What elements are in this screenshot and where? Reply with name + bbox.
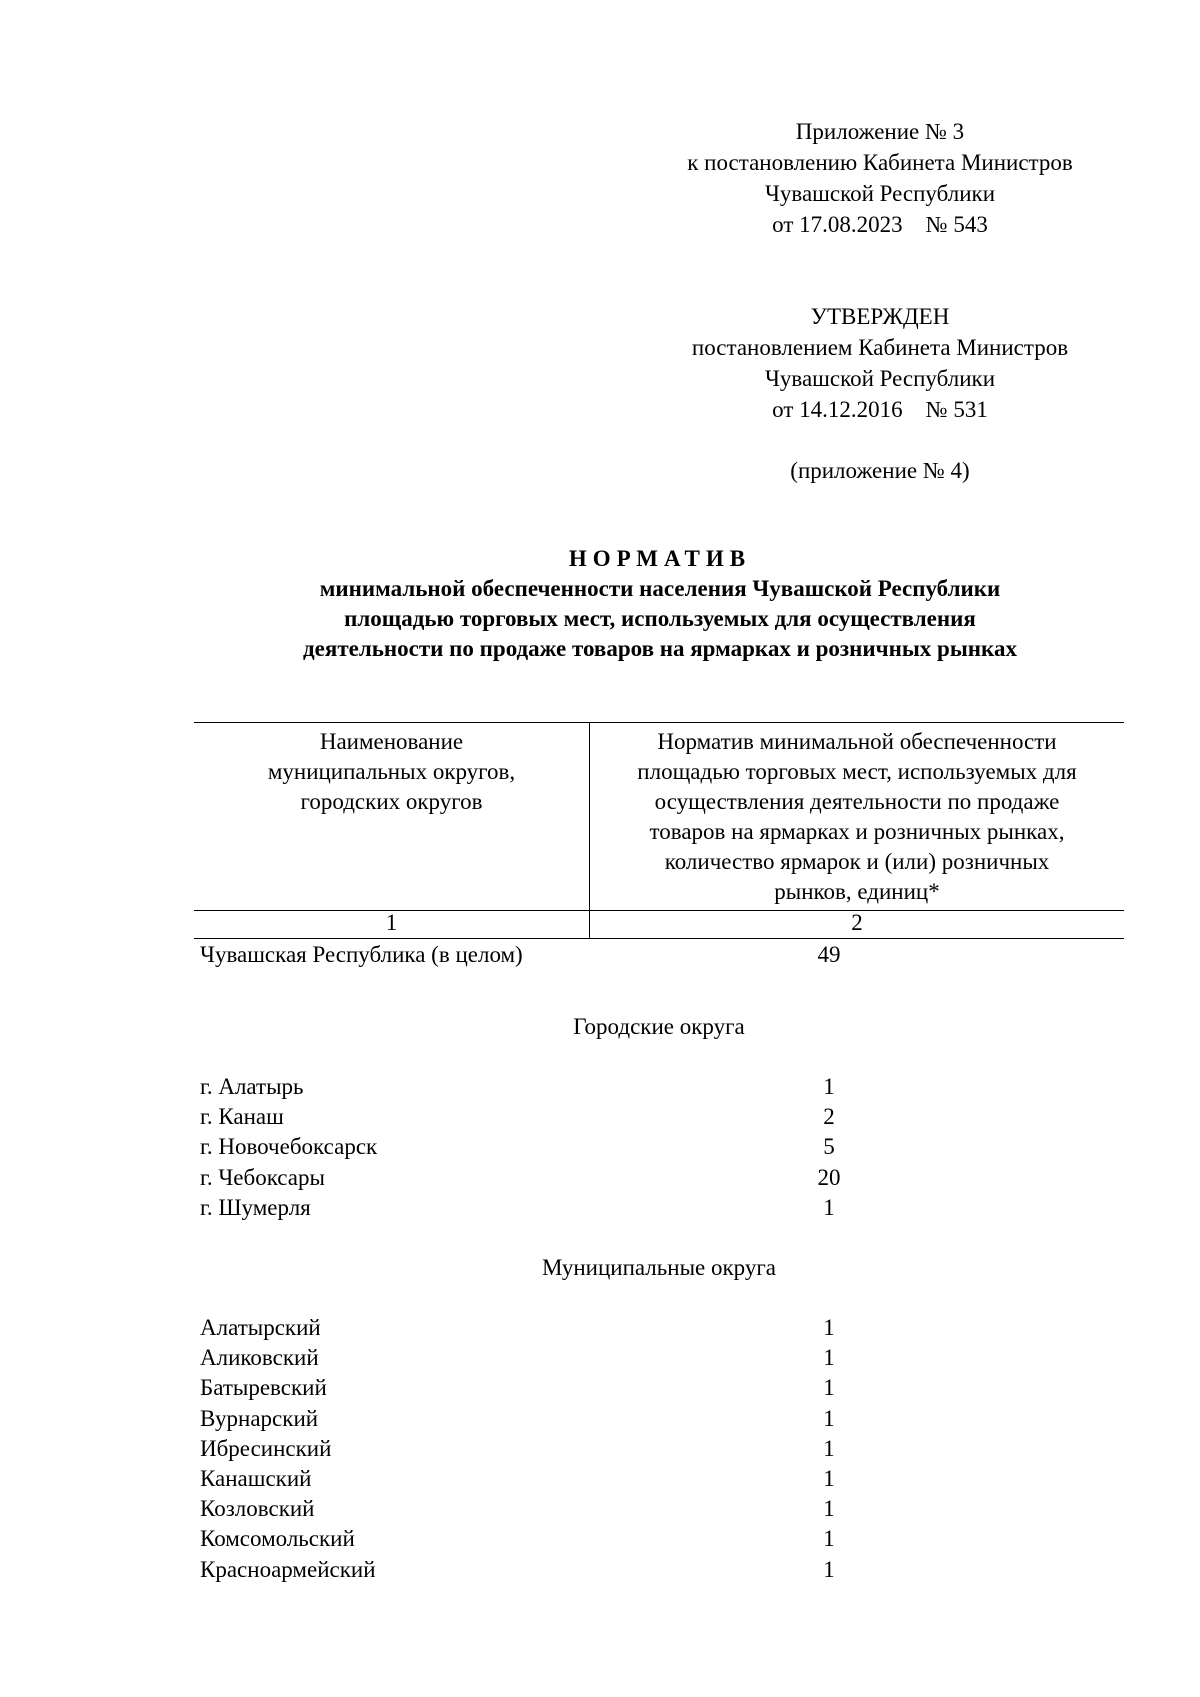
column-number-1: 1: [194, 908, 590, 938]
table-column-numbers: [194, 908, 1124, 939]
table-header: [194, 722, 1124, 911]
row-name: Ибресинский: [200, 1436, 332, 1461]
row-value: 1: [823, 1375, 835, 1400]
row-name: Канашский: [200, 1466, 312, 1491]
row-name: Комсомольский: [200, 1526, 355, 1551]
row-name: г. Новочебоксарск: [200, 1134, 378, 1159]
row-value: 1: [823, 1436, 835, 1461]
row-name: Батыревский: [200, 1375, 327, 1400]
attachment-line: Приложение № 3: [795, 119, 965, 144]
row-name: г. Алатырь: [200, 1074, 304, 1099]
attachment-block: [640, 116, 1120, 240]
row-value: 1: [823, 1557, 835, 1582]
section-heading-city: Городские округа: [573, 1014, 745, 1039]
table-row: [200, 1464, 1124, 1494]
table-row: [200, 1494, 1124, 1524]
row-name: Аликовский: [200, 1345, 319, 1370]
header-line: осуществления деятельности по продаже: [654, 789, 1060, 814]
table-row: [200, 1193, 1124, 1223]
header-line: количество ярмарок и (или) розничных: [664, 849, 1050, 874]
table-row: [200, 1102, 1124, 1132]
row-name: Чувашская Республика (в целом): [200, 942, 523, 967]
row-name: г. Канаш: [200, 1104, 284, 1129]
approved-line: от 14.12.2016 № 531: [772, 397, 988, 422]
row-name: г. Чебоксары: [200, 1165, 325, 1190]
row-value: 1: [823, 1315, 835, 1340]
row-name: Алатырский: [200, 1315, 321, 1340]
header-column-name: [194, 723, 590, 910]
table-row: [200, 1373, 1124, 1403]
table-row: [200, 940, 1124, 970]
approved-block: [640, 301, 1120, 425]
title-line: деятельности по продаже товаров на ярмарках и розничных рынках: [303, 636, 1017, 661]
table-row: [200, 1132, 1124, 1162]
table-row: [200, 1343, 1124, 1373]
row-value: 1: [823, 1466, 835, 1491]
appendix-reference: [640, 455, 1120, 486]
header-line: Наименование: [319, 729, 464, 754]
header-line: Норматив минимальной обеспеченности: [657, 729, 1057, 754]
row-value: 20: [817, 1165, 841, 1190]
title-heading: НОРМАТИВ: [568, 546, 752, 571]
table-row: [200, 1313, 1124, 1343]
row-value: 1: [823, 1496, 835, 1521]
column-number-2: 2: [851, 910, 863, 935]
header-line: муниципальных округов,: [267, 759, 516, 784]
row-name: г. Шумерля: [200, 1195, 311, 1220]
approved-line: постановлением Кабинета Министров: [691, 335, 1069, 360]
title-line: площадью торговых мест, используемых для осуществления: [344, 606, 976, 631]
row-value: 49: [817, 942, 841, 967]
row-value: 5: [823, 1134, 835, 1159]
table-row: [200, 1524, 1124, 1554]
row-name: Вурнарский: [200, 1406, 319, 1431]
table-row: [200, 1555, 1124, 1585]
section-heading-municipal: Муниципальные округа: [541, 1255, 777, 1280]
attachment-line: Чувашской Республики: [764, 181, 996, 206]
header-line: рынков, единиц*: [774, 879, 940, 904]
approved-line: Чувашской Республики: [764, 366, 996, 391]
row-value: 2: [823, 1104, 835, 1129]
row-value: 1: [823, 1526, 835, 1551]
row-value: 1: [823, 1074, 835, 1099]
document-title: [140, 544, 1180, 664]
attachment-line: к постановлению Кабинета Министров: [687, 150, 1073, 175]
table-row: [200, 1072, 1124, 1102]
row-value: 1: [823, 1195, 835, 1220]
table-row: [200, 1163, 1124, 1193]
title-line: минимальной обеспеченности населения Чувашской Республики: [319, 576, 1001, 601]
row-name: Козловский: [200, 1496, 315, 1521]
table-row: [200, 1404, 1124, 1434]
header-column-norm: [590, 723, 1124, 910]
attachment-line: от 17.08.2023 № 543: [772, 212, 988, 237]
header-line: товаров на ярмарках и розничных рынках,: [649, 819, 1065, 844]
appendix-reference-text: (приложение № 4): [790, 458, 970, 483]
table-row: [200, 1434, 1124, 1464]
row-name: Красноармейский: [200, 1557, 376, 1582]
row-value: 1: [823, 1406, 835, 1431]
header-line: городских округов: [300, 789, 483, 814]
header-line: площадью торговых мест, используемых для: [637, 759, 1077, 784]
approved-line: УТВЕРЖДЕН: [810, 304, 950, 329]
row-value: 1: [823, 1345, 835, 1370]
